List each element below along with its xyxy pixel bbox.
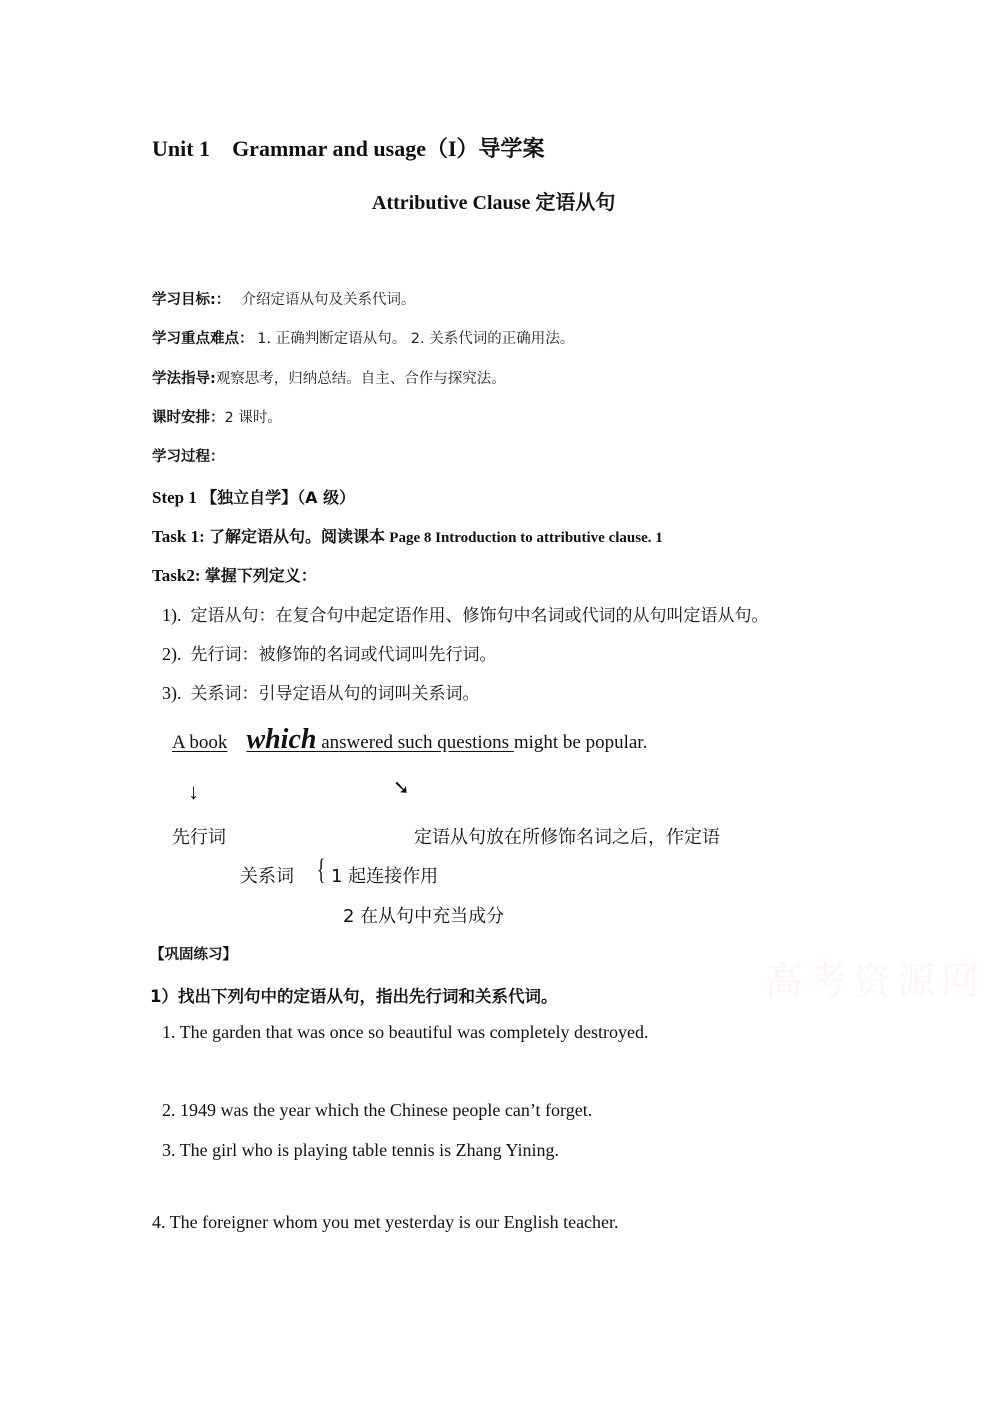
meta-value: 2 课时。 (224, 410, 282, 426)
step-label: Step 1 (152, 488, 197, 507)
label-relative: 关系词 (240, 866, 294, 887)
step-text: 【独立自学】（A 级） (201, 488, 356, 507)
step-1 (152, 485, 355, 508)
meta-label: 学法指导: (152, 371, 216, 387)
def-number: 1). (162, 605, 182, 625)
meta-objective (152, 288, 416, 309)
clause: answered such questions (316, 732, 514, 753)
meta-schedule (152, 406, 282, 427)
practice-sentence: 3. The girl who is playing table tennis is Zhang Yining. (162, 1140, 559, 1160)
practice-question: 1）找出下列句中的定语从句，指出先行词和关系代词。 (150, 987, 558, 1006)
task-2 (152, 563, 317, 586)
brace-icon: { (316, 853, 326, 886)
document-subtitle: Attributive Clause 定语从句 (372, 192, 616, 214)
document-title (152, 132, 545, 163)
unit-label: Unit 1 (152, 136, 211, 161)
relative-role-1: 1 起连接作用 (331, 866, 439, 887)
def-text: 定语从句：在复合句中起定语作用、修饰句中名词或代词的从句叫定语从句。 (190, 606, 769, 626)
relative-pronoun: which (246, 724, 317, 755)
antecedent: A book (172, 732, 228, 753)
arrow-diagonal-icon: ➘ (393, 777, 410, 799)
meta-value: 介绍定语从句及关系代词。 (241, 292, 416, 308)
label-antecedent: 先行词 (172, 827, 226, 848)
task-text: 掌握下列定义： (204, 566, 317, 585)
practice-heading: 【巩固练习】 (150, 947, 237, 963)
definition-3 (162, 679, 480, 704)
practice-sentence: 2. 1949 was the year which the Chinese people can’t forget. (162, 1100, 593, 1120)
definition-2 (162, 640, 497, 665)
task-label: Task 1: (152, 527, 205, 546)
practice-sentence: 4. The foreigner whom you met yesterday is our English teacher. (152, 1212, 619, 1232)
def-text: 关系词：引导定语从句的词叫关系词。 (190, 684, 480, 704)
meta-label: 课时安排： (152, 410, 225, 426)
title-text: Grammar and usage（I）导学案 (232, 136, 545, 161)
practice-sentence: 1. The garden that was once so beautiful was completely destroyed. (162, 1022, 649, 1042)
meta-method (152, 367, 506, 388)
task-text: 了解定语从句。阅读课本 (209, 527, 386, 546)
def-text: 先行词：被修饰的名词或代词叫先行词。 (190, 645, 497, 665)
def-number: 2). (162, 644, 182, 664)
meta-process (152, 445, 225, 466)
relative-role-2: 2 在从句中充当成分 (343, 906, 505, 927)
label-clause-position: 定语从句放在所修饰名词之后，作定语 (414, 827, 720, 848)
main-rest: might be popular. (513, 732, 648, 753)
example-sentence (172, 724, 647, 756)
task-reference: Page 8 Introduction to attributive clause. 1 (389, 530, 663, 546)
meta-value: 1. 正确判断定语从句。 2. 关系代词的正确用法。 (257, 331, 575, 347)
arrow-down-icon: ↓ (188, 779, 199, 804)
meta-key-points (152, 327, 574, 348)
meta-label: 学习过程： (152, 449, 225, 465)
task-label: Task2: (152, 566, 201, 585)
meta-value: 观察思考，归纳总结。自主、合作与探究法。 (215, 371, 506, 387)
meta-label: 学习目标:： (152, 292, 231, 308)
task-1 (152, 524, 663, 547)
definition-1 (162, 601, 769, 626)
watermark: 高考资源网 (765, 959, 986, 1003)
meta-label: 学习重点难点： (152, 331, 254, 347)
def-number: 3). (162, 683, 182, 703)
